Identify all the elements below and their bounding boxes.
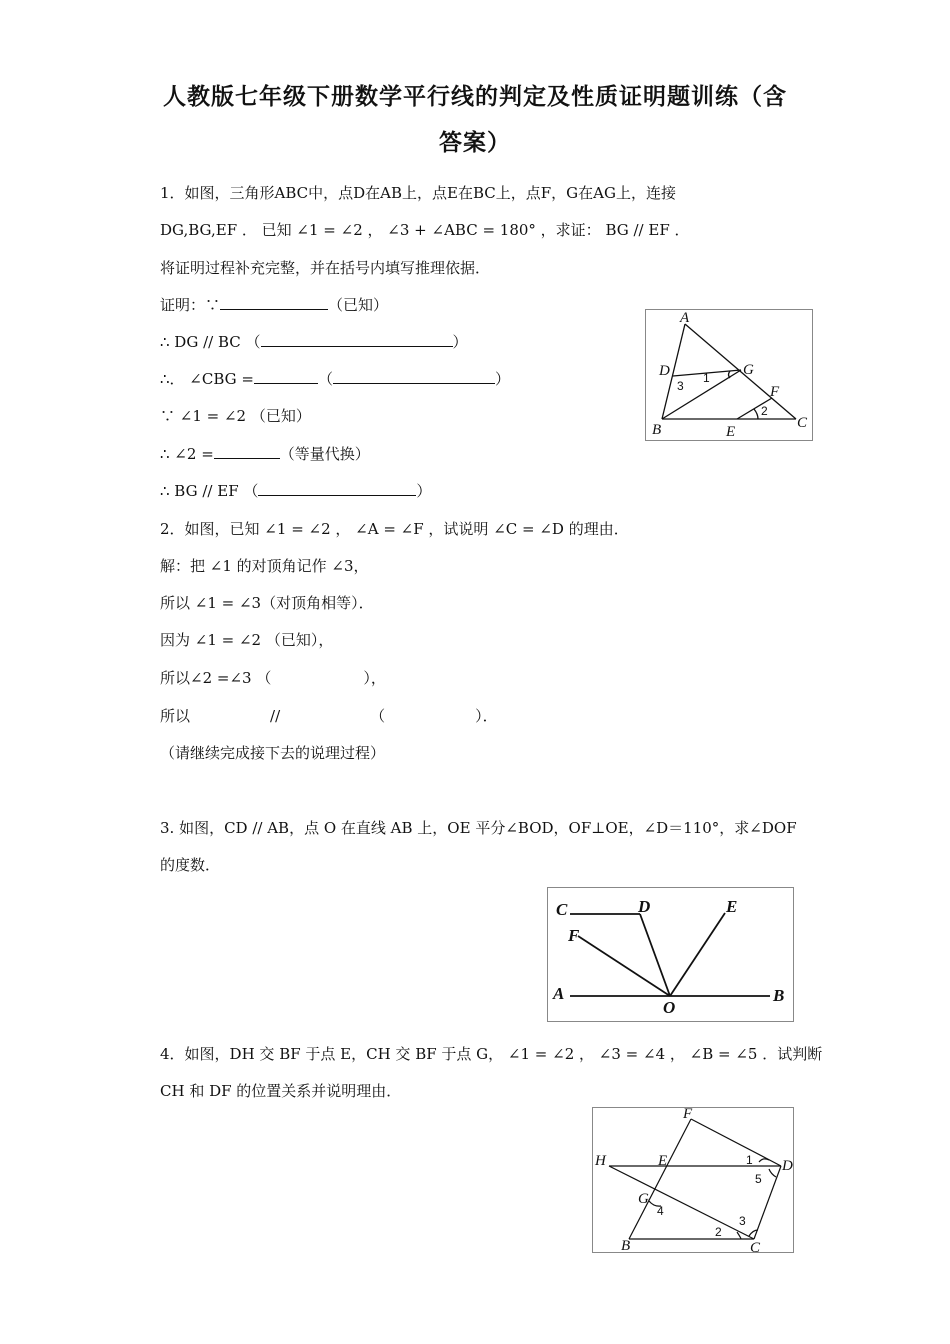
q1-step-3-pre: ∴． ∠CBG = xyxy=(160,370,254,388)
q3-statement-line-2: 的度数． xyxy=(160,856,221,874)
q1-label-G: G xyxy=(743,362,754,378)
q2-line-6 xyxy=(160,705,498,726)
q4-label-B: B xyxy=(621,1238,631,1252)
q3-label-O: O xyxy=(663,998,676,1017)
q1-blank-5[interactable] xyxy=(214,444,280,459)
q3-label-E: E xyxy=(726,897,738,916)
q2-line-6-c: （ xyxy=(370,707,386,725)
q1-statement-line-1: 1．如图，三角形ABC中，点D在AB上，点E在BC上，点F，G在AG上，连接 xyxy=(160,184,676,202)
q1-label-D: D xyxy=(659,363,670,379)
title-line-1: 人教版七年级下册数学平行线的判定及性质证明题训练（含 xyxy=(163,84,787,110)
q1-blank-6[interactable] xyxy=(258,481,416,496)
q1-step-6-pre: ∴ BG // EF （ xyxy=(160,482,259,500)
q1-label-B: B xyxy=(652,422,662,438)
q3-label-C: C xyxy=(556,900,568,919)
q1-figure-svg xyxy=(646,310,812,440)
q1-step-2-post: ） xyxy=(452,333,468,351)
q4-label-E: E xyxy=(658,1153,668,1169)
q2-line-3: 所以 ∠1 = ∠3（对顶角相等）． xyxy=(160,594,374,612)
q1-angle-1: 1 xyxy=(703,371,710,385)
q1-step-1 xyxy=(160,294,388,315)
q1-step-5 xyxy=(160,443,370,464)
q1-blank-1[interactable] xyxy=(220,295,328,310)
q4-label-G: G xyxy=(638,1191,649,1207)
q1-label-E: E xyxy=(726,424,736,440)
q1-step-3-mid: （ xyxy=(317,370,333,388)
q3-label-A: A xyxy=(553,984,565,1003)
q1-blank-4[interactable] xyxy=(333,369,495,384)
q1-step-2 xyxy=(160,331,468,352)
q1-step-6 xyxy=(160,480,431,501)
q2-statement: 2．如图，已知 ∠1 = ∠2 ， ∠A = ∠F ，试说明 ∠C = ∠D 的理由． xyxy=(160,520,629,538)
q3-figure xyxy=(547,887,794,1022)
q4-label-F: F xyxy=(683,1108,693,1122)
q1-step-3-post: ） xyxy=(495,370,511,388)
q1-label-F: F xyxy=(770,384,780,400)
q1-step-1-pre: 证明：∵ xyxy=(160,296,221,314)
q2-line-7: （请继续完成接下去的说理过程） xyxy=(160,744,386,762)
q3-label-B: B xyxy=(773,986,785,1005)
q1-figure xyxy=(645,309,813,441)
q1-step-3 xyxy=(160,368,510,389)
q3-statement: 3. 如图，CD // AB，点 O 在直线 AB 上，OE 平分∠BOD，OF⊥OE，∠D＝110°，求∠DOF xyxy=(160,819,797,837)
q4-figure xyxy=(592,1107,794,1253)
q1-step-4: ∵ ∠1 = ∠2 （已知） xyxy=(160,407,311,425)
q4-angle-4: 4 xyxy=(657,1204,664,1218)
q2-line-6-a: 所以 xyxy=(160,707,191,725)
q2-line-6-b: // xyxy=(270,707,281,725)
q1-step-5-pre: ∴ ∠2 = xyxy=(160,445,214,463)
q3-label-D: D xyxy=(638,897,651,916)
q4-label-D: D xyxy=(782,1158,793,1174)
q1-blank-3[interactable] xyxy=(254,369,318,384)
q1-step-5-post: （等量代换） xyxy=(279,445,370,463)
q1-label-C: C xyxy=(797,415,808,431)
q4-statement-line-2: CH 和 DF 的位置关系并说明理由． xyxy=(160,1082,402,1100)
q3-label-F: F xyxy=(568,926,580,945)
q2-line-5-post: ）， xyxy=(363,669,386,687)
q4-label-C: C xyxy=(750,1240,761,1252)
q2-line-4: 因为 ∠1 = ∠2 （已知）， xyxy=(160,631,334,649)
q4-angle-5: 5 xyxy=(755,1172,762,1186)
q1-blank-2[interactable] xyxy=(261,332,453,347)
q3-figure-svg xyxy=(548,888,793,1021)
q4-angle-1: 1 xyxy=(746,1153,753,1167)
q4-statement: 4．如图，DH 交 BF 于点 E，CH 交 BF 于点 G， ∠1 = ∠2 ， ∠3 = ∠4 ， ∠B = ∠5 ．试判断 xyxy=(160,1045,823,1063)
q4-angle-2: 2 xyxy=(715,1225,722,1239)
q1-instruction: 将证明过程补充完整，并在括号内填写推理依据． xyxy=(160,259,491,277)
q1-label-A: A xyxy=(680,310,690,326)
title-line-2: 答案） xyxy=(439,130,511,156)
q1-angle-2: 2 xyxy=(761,404,768,418)
q1-angle-3: 3 xyxy=(677,379,684,393)
q4-angle-3: 3 xyxy=(739,1214,746,1228)
q1-step-1-post: （已知） xyxy=(328,296,389,314)
q4-label-H: H xyxy=(595,1153,606,1169)
q2-line-5 xyxy=(160,667,386,688)
q2-line-6-d: ）． xyxy=(475,707,498,725)
q1-step-6-post: ） xyxy=(416,482,432,500)
q2-line-5-pre: 所以∠2 =∠3 （ xyxy=(160,669,272,687)
q1-statement-line-2: DG,BG,EF ． 已知 ∠1 = ∠2 ， ∠3 + ∠ABC = 180° ，求证： BG // EF ． xyxy=(160,221,690,239)
q2-line-2: 解：把 ∠1 的对顶角记作 ∠3， xyxy=(160,557,369,575)
q1-step-2-pre: ∴ DG // BC （ xyxy=(160,333,261,351)
q4-figure-svg xyxy=(593,1108,793,1252)
